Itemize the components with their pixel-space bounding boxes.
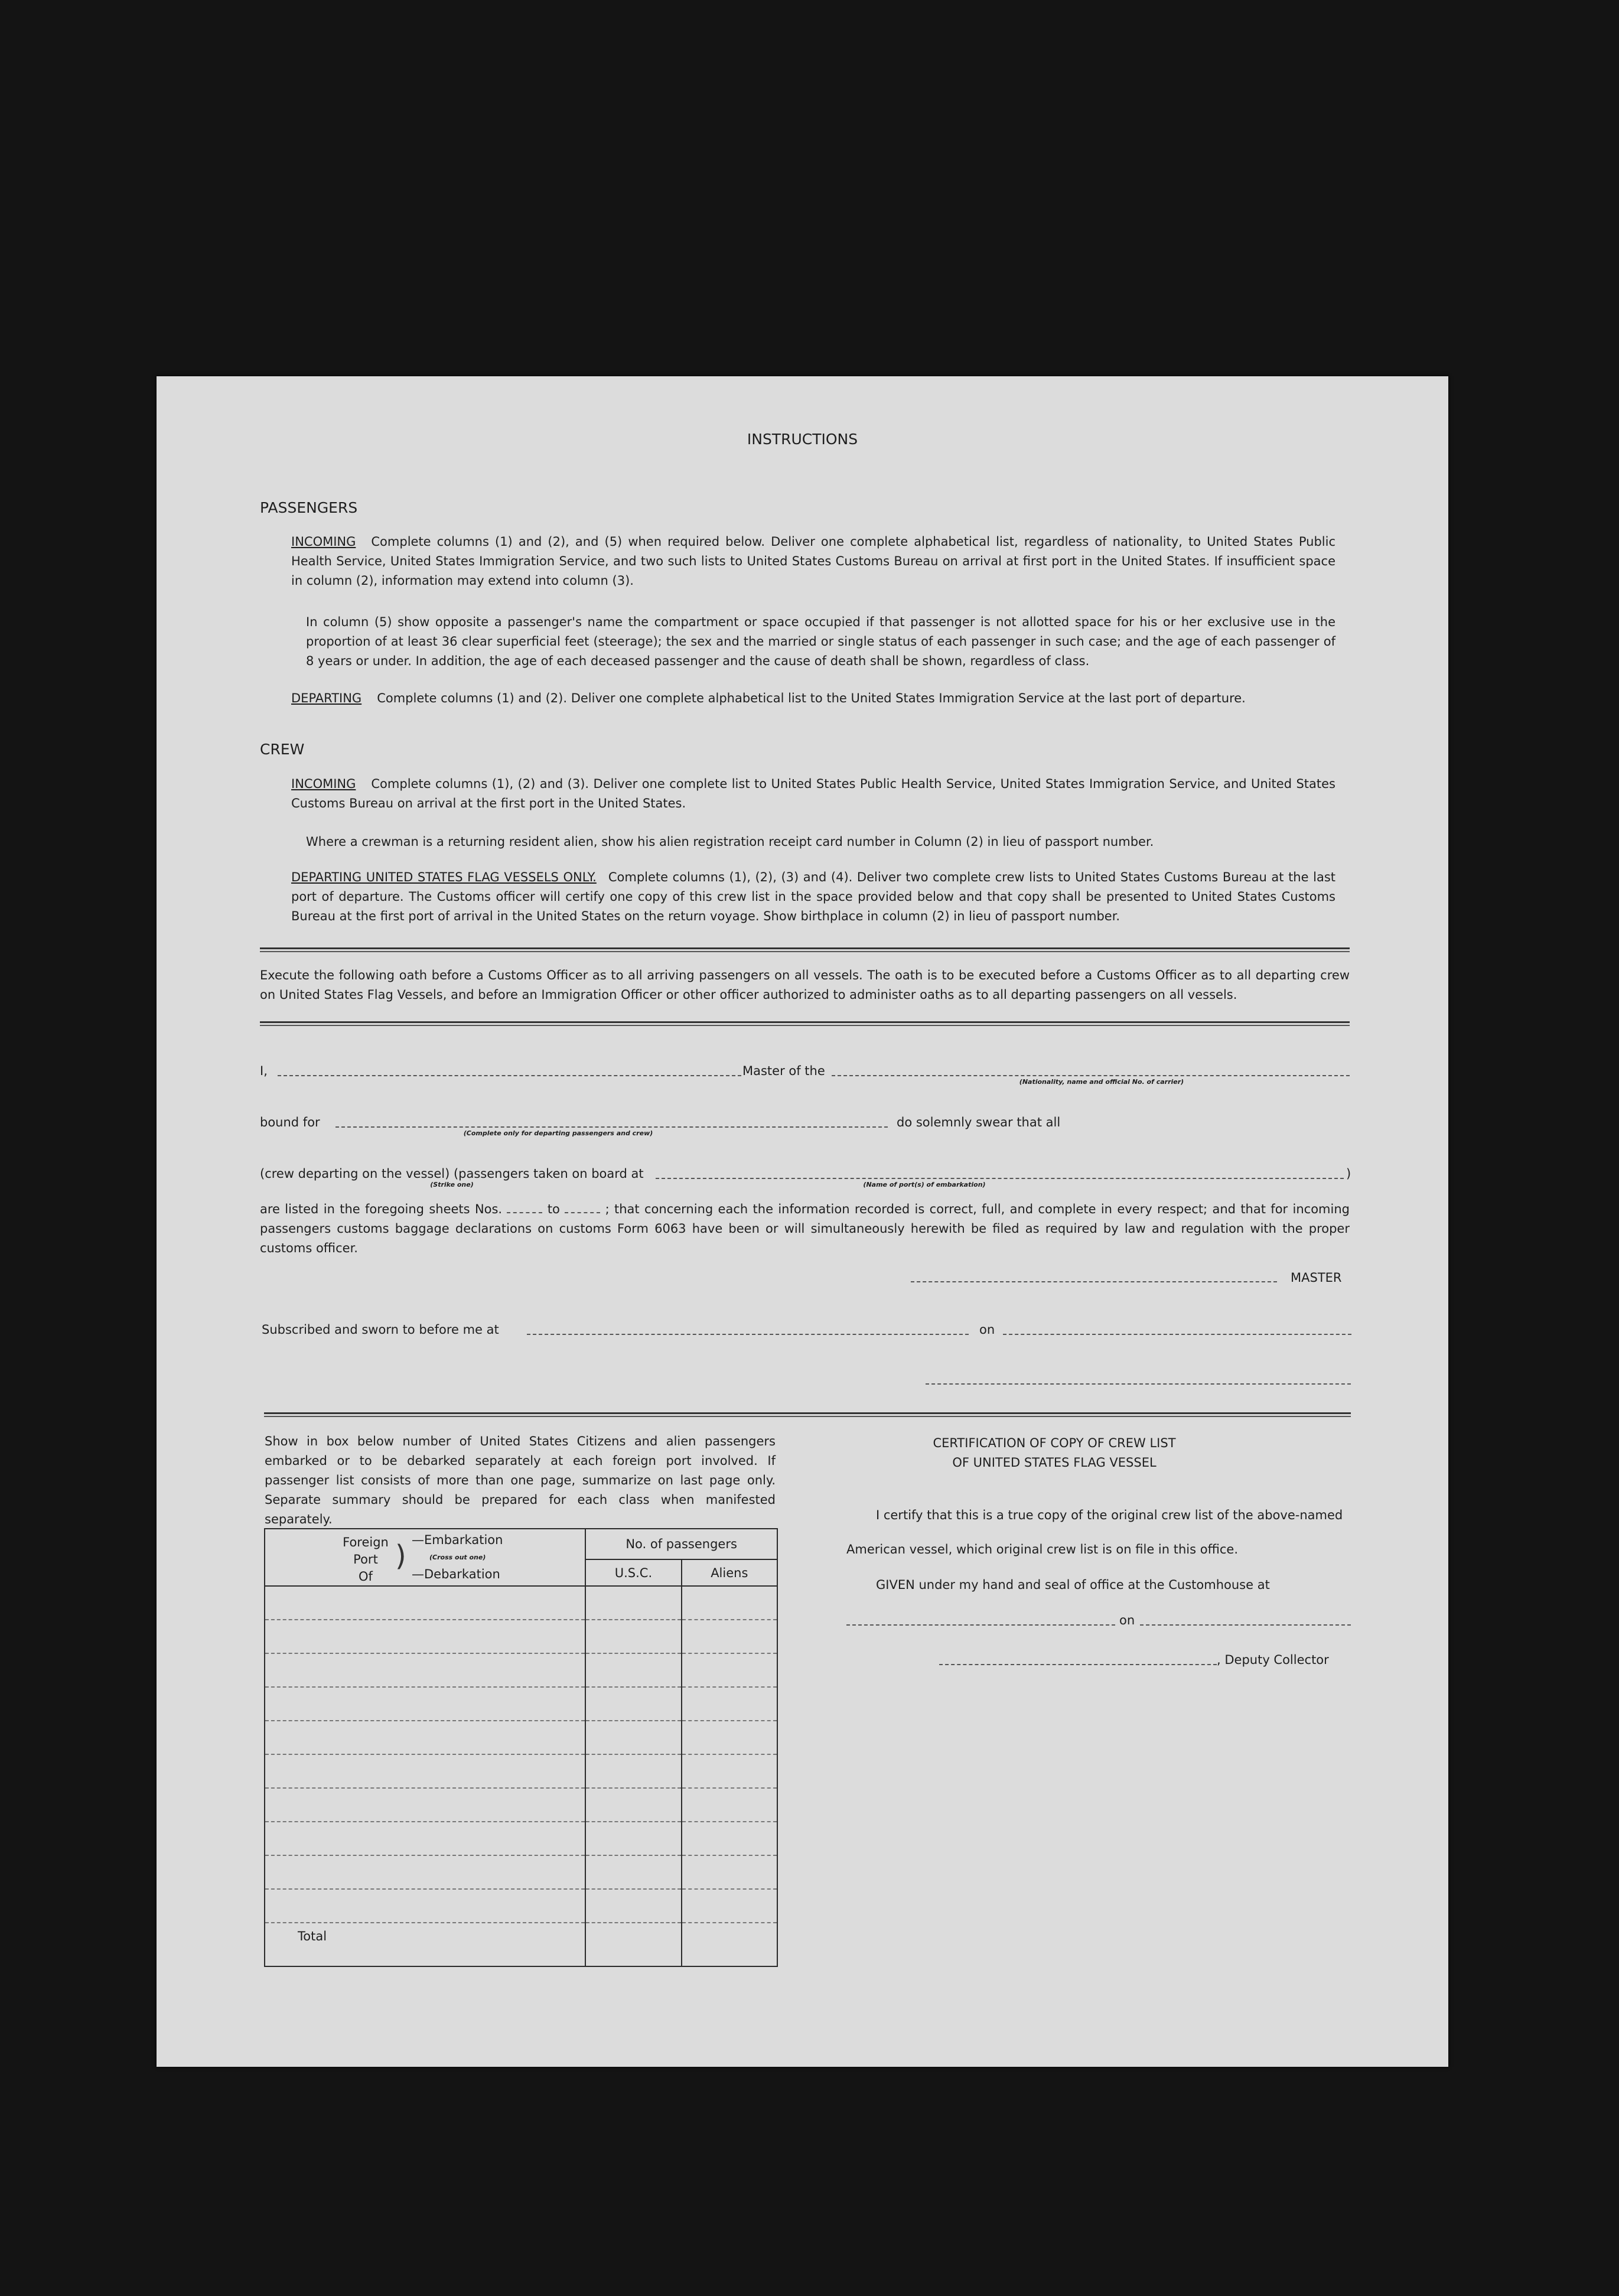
usc-cell[interactable] xyxy=(586,1620,680,1654)
port-row[interactable] xyxy=(265,1688,585,1721)
certification-deputy: , Deputy Collector xyxy=(1217,1653,1329,1667)
carrier-field[interactable] xyxy=(832,1075,1350,1076)
port-caption: (Name of port(s) of embarkation) xyxy=(863,1181,986,1188)
embarkation-port-field[interactable] xyxy=(656,1178,1344,1179)
usc-cell[interactable] xyxy=(586,1654,680,1688)
page-title: INSTRUCTIONS xyxy=(747,431,858,448)
sworn-place-field[interactable] xyxy=(527,1334,969,1335)
certification-given: GIVEN under my hand and seal of office at the Customhouse at xyxy=(876,1578,1270,1592)
aliens-cell[interactable] xyxy=(682,1654,777,1688)
passengers-incoming xyxy=(291,532,1335,591)
port-row[interactable] xyxy=(265,1856,585,1890)
master-name-field[interactable] xyxy=(278,1075,741,1076)
oath-master-of-the: Master of the xyxy=(742,1064,825,1078)
divider xyxy=(264,1412,1351,1417)
port-row[interactable] xyxy=(265,1721,585,1755)
summary-instructions: Show in box below number of United States Citizens and alien passengers embarked or to be debarked separately at each foreign port involved. If passenger list consists of more than one page, summarize on last page only. Separate summary should be prepared for each class when manifested separately. xyxy=(265,1434,776,1526)
crew-incoming xyxy=(291,774,1335,813)
oath-to: to xyxy=(547,1202,560,1216)
crew-resident-text: Where a crewman is a returning resident alien, show his alien registration receipt card number in Column (2) in lieu of passport number. xyxy=(306,835,1154,849)
aliens-header: Aliens xyxy=(682,1559,777,1586)
master-signature-field[interactable] xyxy=(911,1281,1277,1282)
port-row[interactable] xyxy=(265,1890,585,1923)
usc-cell[interactable] xyxy=(586,1688,680,1721)
oath-listed xyxy=(260,1200,1350,1258)
divider xyxy=(260,1021,1350,1026)
certification-certify: I certify that this is a true copy of the original crew list of the above-named xyxy=(876,1508,1343,1522)
sheet-to-field[interactable] xyxy=(565,1212,600,1213)
usc-cell[interactable] xyxy=(586,1587,680,1620)
aliens-column xyxy=(682,1586,777,1966)
debarkation-label: —Debarkation xyxy=(412,1567,500,1581)
passengers-column5-text: In column (5) show opposite a passenger's name the compartment or space occupied if that passenger is not allotted space for his or her exclusive use in the proportion of at least 36 clear superficial feet (steerage); the sex and the married or single status of each passenger in such case; and the age of each passenger of 8 years or under. In addition, the age of each deceased passenger and the cause of death shall be shown, regardless of class. xyxy=(306,615,1335,668)
aliens-cell[interactable] xyxy=(682,1890,777,1923)
no-of-passengers-header: No. of passengers xyxy=(585,1529,777,1559)
usc-cell[interactable] xyxy=(586,1789,680,1822)
bound-caption: (Complete only for departing passengers and crew) xyxy=(463,1129,653,1137)
strike-caption: (Strike one) xyxy=(430,1181,474,1188)
port-column xyxy=(265,1586,585,1966)
oath-on: on xyxy=(979,1323,995,1337)
divider xyxy=(260,947,1350,952)
port-row[interactable] xyxy=(265,1789,585,1822)
port-row[interactable] xyxy=(265,1620,585,1654)
form-sheet xyxy=(157,376,1448,2067)
passengers-heading: PASSENGERS xyxy=(260,499,358,516)
crew-departing-text: Complete columns (1), (2), (3) and (4). Deliver two complete crew lists to United States Customs Bureau at the last port of departure. The Customs officer will certify one copy of this crew list in the space provided below and that copy shall be presented to United States Customs Bureau at the first port of arrival in the United States on the return voyage. Show birthplace in column (2) in lieu of passport number. xyxy=(291,870,1335,923)
passengers-incoming-text: Complete columns (1) and (2), and (5) when required below. Deliver one complete alphabetical list, regardless of nationality, to United States Public Health Service, United States Immigration Service, and two such lists to United States Customs Bureau on arrival at first port in the United States. If insufficient space in column (2), information may extend into column (3). xyxy=(291,535,1335,588)
usc-column xyxy=(585,1586,681,1966)
usc-cell[interactable] xyxy=(586,1721,680,1755)
usc-cell[interactable] xyxy=(586,1822,680,1856)
certification-title xyxy=(848,1434,1261,1473)
oath-bound-for: bound for xyxy=(260,1115,320,1129)
crew-heading: CREW xyxy=(260,741,305,758)
total-label: Total xyxy=(298,1929,327,1943)
oath-master: MASTER xyxy=(1291,1271,1342,1285)
aliens-cell[interactable] xyxy=(682,1721,777,1755)
crew-incoming-text: Complete columns (1), (2) and (3). Deliver one complete list to United States Public Health Service, United States Immigration Service, and United States Customs Bureau on arrival at the first port in the United States. xyxy=(291,777,1335,810)
foreign-port-header: Foreign Port Of ) —Embarkation (Cross out one) —Debarkation xyxy=(265,1529,585,1586)
usc-header: U.S.C. xyxy=(585,1559,681,1586)
crew-departing xyxy=(291,868,1335,926)
crew-departing-label: DEPARTING UNITED STATES FLAG VESSELS ONLY. xyxy=(291,870,597,884)
carrier-caption: (Nationality, name and official No. of carrier) xyxy=(1019,1078,1184,1086)
passengers-departing xyxy=(291,689,1335,708)
sheet-from-field[interactable] xyxy=(507,1212,542,1213)
passengers-departing-label: DEPARTING xyxy=(291,691,362,705)
passenger-summary-table xyxy=(264,1528,778,1967)
certification-title-line2: OF UNITED STATES FLAG VESSEL xyxy=(952,1455,1157,1470)
aliens-cell[interactable] xyxy=(682,1587,777,1620)
cross-out-caption: (Cross out one) xyxy=(429,1554,486,1561)
of-label: Of xyxy=(359,1569,373,1584)
usc-cell[interactable] xyxy=(586,1755,680,1789)
foreign-label: Foreign xyxy=(343,1535,389,1549)
oath-listed-b: ; that concerning each the information recorded is correct, full, and complete in every respect; and that for incoming passengers customs baggage declarations on customs Form 6063 have been or will simultaneously herewith be filed as required by law and regulation with the proper customs officer. xyxy=(260,1202,1350,1255)
deputy-signature-field[interactable] xyxy=(939,1664,1217,1665)
aliens-cell[interactable] xyxy=(682,1688,777,1721)
usc-cell[interactable] xyxy=(586,1856,680,1890)
usc-cell[interactable] xyxy=(586,1890,680,1923)
certification-on: on xyxy=(1119,1613,1135,1627)
oath-i: I, xyxy=(260,1064,268,1078)
aliens-cell[interactable] xyxy=(682,1789,777,1822)
oath-listed-a: are listed in the foregoing sheets Nos. xyxy=(260,1202,503,1216)
customhouse-field[interactable] xyxy=(846,1624,1115,1626)
port-row[interactable] xyxy=(265,1654,585,1688)
embarkation-label: —Embarkation xyxy=(412,1533,503,1547)
passengers-incoming-label: INCOMING xyxy=(291,535,356,549)
oath-crew-departing: (crew departing on the vessel) (passengers taken on board at xyxy=(260,1167,644,1181)
port-row[interactable] xyxy=(265,1822,585,1856)
aliens-cell[interactable] xyxy=(682,1620,777,1654)
sworn-date-field[interactable] xyxy=(1003,1334,1351,1335)
port-label: Port xyxy=(353,1552,378,1567)
port-row[interactable] xyxy=(265,1587,585,1620)
oath-intro: Execute the following oath before a Customs Officer as to all arriving passengers on all vessels. The oath is to be executed before a Customs Officer as to all departing crew on United States Flag Vessels, and before an Immigration Officer or other officer authorized to administer oaths as to all departing passengers on all vessels. xyxy=(260,968,1350,1002)
aliens-cell[interactable] xyxy=(682,1856,777,1890)
aliens-cell[interactable] xyxy=(682,1755,777,1789)
port-row[interactable] xyxy=(265,1755,585,1789)
certification-date-field[interactable] xyxy=(1140,1624,1351,1626)
crew-incoming-label: INCOMING xyxy=(291,777,356,791)
oath-subscribed: Subscribed and sworn to before me at xyxy=(262,1323,499,1337)
aliens-cell[interactable] xyxy=(682,1822,777,1856)
officer-signature-field[interactable] xyxy=(926,1383,1351,1385)
certification-american: American vessel, which original crew list is on file in this office. xyxy=(846,1542,1239,1556)
oath-close-paren: ) xyxy=(1346,1167,1351,1181)
destination-field[interactable] xyxy=(335,1126,888,1128)
passengers-departing-text: Complete columns (1) and (2). Deliver one complete alphabetical list to the United States Immigration Service at the last port of departure. xyxy=(377,691,1246,705)
certification-title-line1: CERTIFICATION OF COPY OF CREW LIST xyxy=(933,1436,1176,1450)
oath-swear: do solemnly swear that all xyxy=(897,1115,1061,1129)
